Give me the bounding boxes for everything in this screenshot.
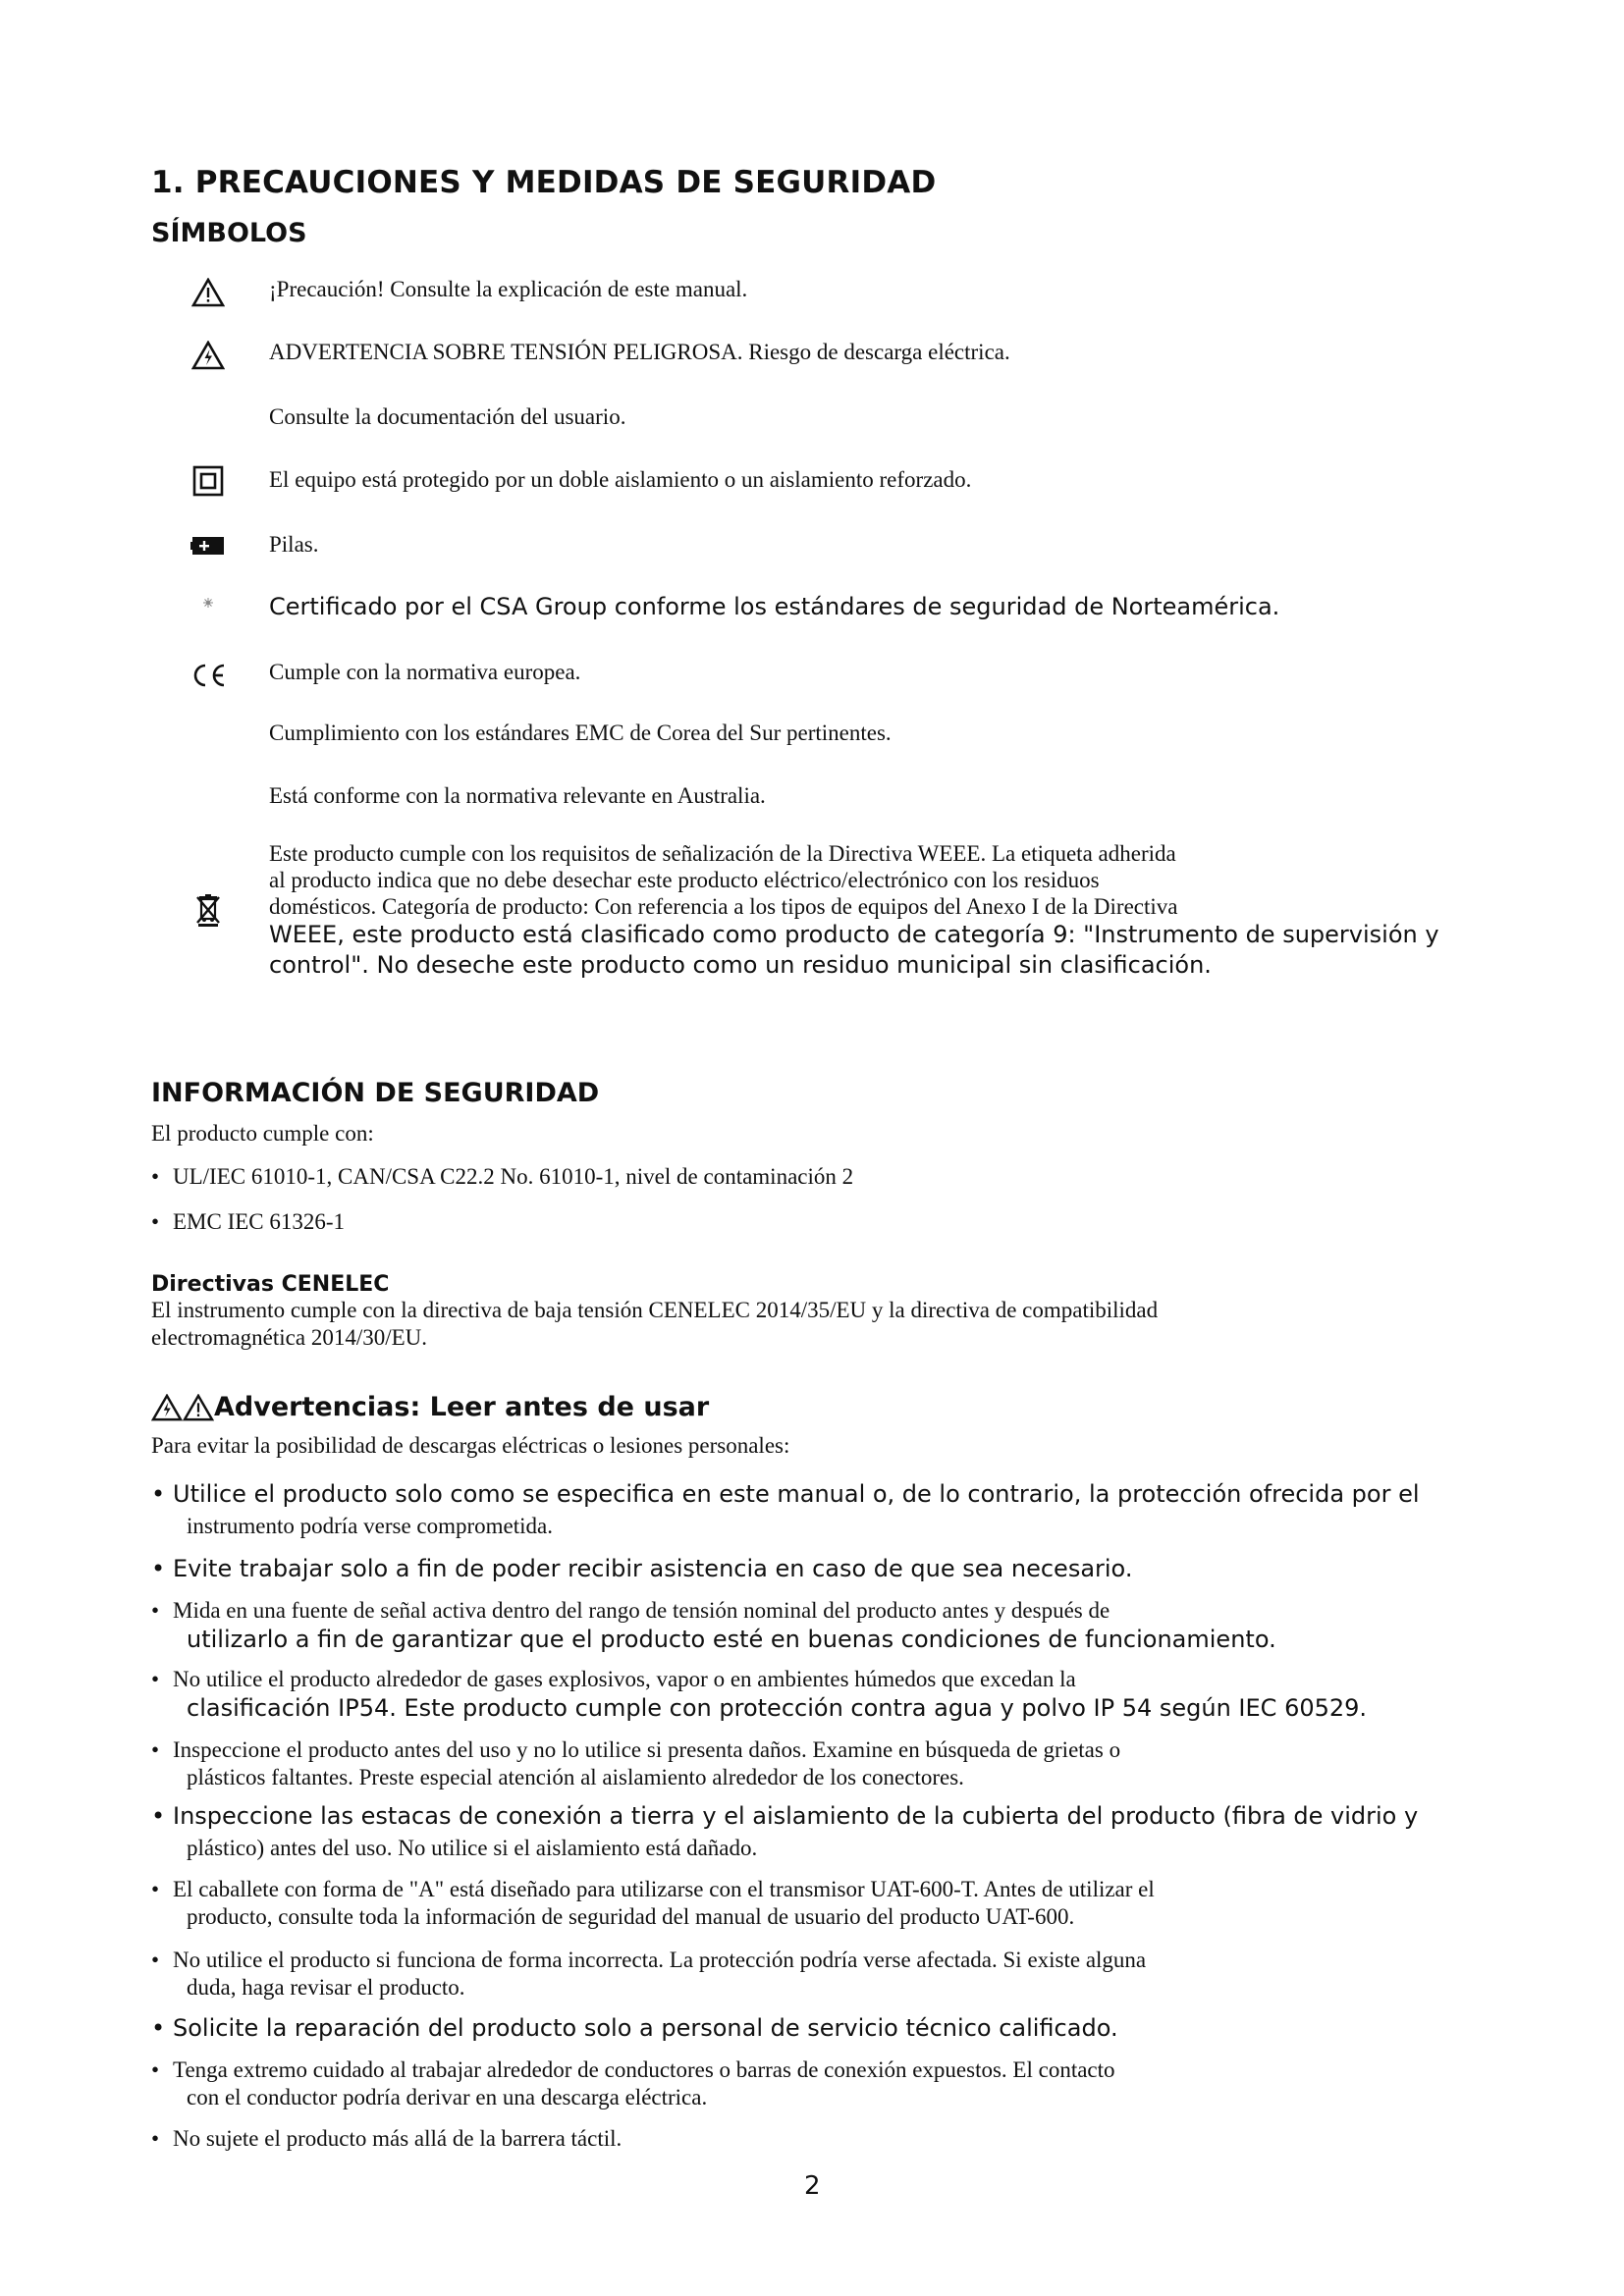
weee-line: WEEE, este producto está clasificado como producto de categoría 9: "Instrumento de supervisión y — [269, 921, 1439, 948]
list-item: • Evite trabajar solo a fin de poder recibir asistencia en caso de que sea necesario. — [151, 1555, 1133, 1582]
page-title: 1. PRECAUCIONES Y MEDIDAS DE SEGURIDAD — [151, 165, 937, 200]
safety-intro: El producto cumple con: — [151, 1121, 374, 1146]
symbol-row — [0, 589, 1624, 632]
symbol-text: Está conforme con la normativa relevante en Australia. — [269, 783, 766, 808]
list-item: • Tenga extremo cuidado al trabajar alrededor de conductores o barras de conexión expuestos. El contacto — [151, 2057, 1115, 2082]
symbol-text: El equipo está protegido por un doble aislamiento o un aislamiento reforzado. — [269, 467, 972, 492]
list-item-cont: con el conductor podría derivar en una descarga eléctrica. — [187, 2085, 708, 2109]
warnings-title: Advertencias: Leer antes de usar — [214, 1392, 710, 1422]
list-item: • Inspeccione el producto antes del uso y no lo utilice si presenta daños. Examine en búsqueda de grietas o — [151, 1737, 1121, 1762]
list-item-cont: clasificación IP54. Este producto cumple con protección contra agua y polvo IP 54 según IEC 60529. — [187, 1694, 1368, 1722]
page-number: 2 — [804, 2171, 821, 2201]
weee-line: domésticos. Categoría de producto: Con referencia a los tipos de equipos del Anexo I de la Directiva — [269, 894, 1178, 919]
double-insulation-icon — [187, 461, 230, 501]
symbol-row — [0, 781, 1624, 825]
symbol-text: Pilas. — [269, 532, 319, 557]
electrical-hazard-triangle-icon — [187, 336, 230, 375]
symbol-text: ADVERTENCIA SOBRE TENSIÓN PELIGROSA. Riesgo de descarga eléctrica. — [269, 340, 1010, 364]
warnings-heading — [151, 1392, 709, 1422]
list-item-cont: producto, consulte toda la información de seguridad del manual de usuario del producto UAT-600. — [187, 1904, 1075, 1929]
weee-text — [269, 840, 1487, 981]
list-item: • Inspeccione las estacas de conexión a tierra y el aislamiento de la cubierta del producto (fibra de vidrio y — [151, 1802, 1419, 1830]
symbol-row — [0, 402, 1624, 446]
weee-line: al producto indica que no debe desechar este producto eléctrico/electrónico con los residuos — [269, 868, 1100, 892]
list-item: • Utilice el producto solo como se especifica en este manual o, de lo contrario, la protección ofrecida por el — [151, 1480, 1420, 1508]
list-item: • El caballete con forma de "A" está diseñado para utilizarse con el transmisor UAT-600-T. Antes de utilizar el — [151, 1877, 1155, 1901]
symbol-row — [0, 461, 1624, 505]
warning-triangle-icon — [187, 273, 230, 312]
safety-heading: INFORMACIÓN DE SEGURIDAD — [151, 1078, 600, 1108]
symbol-row — [0, 656, 1624, 699]
symbol-row — [0, 336, 1624, 379]
list-item-cont: plástico) antes del uso. No utilice si el aislamiento está dañado. — [187, 1836, 758, 1860]
symbol-text: Cumplimiento con los estándares EMC de Corea del Sur pertinentes. — [269, 721, 892, 745]
list-item: • Solicite la reparación del producto solo a personal de servicio técnico calificado. — [151, 2014, 1118, 2042]
list-item-cont: plásticos faltantes. Preste especial atención al aislamiento alrededor de los conectores. — [187, 1765, 964, 1789]
weee-line: control". No deseche este producto como un residuo municipal sin clasificación. — [269, 951, 1212, 979]
cenelec-line: El instrumento cumple con la directiva de baja tensión CENELEC 2014/35/EU y la directiva de compatibilidad — [151, 1298, 1159, 1322]
symbol-text: Cumple con la normativa europea. — [269, 660, 581, 684]
symbol-text: Consulte la documentación del usuario. — [269, 404, 626, 429]
cenelec-heading: Directivas CENELEC — [151, 1272, 390, 1297]
list-item: • Mida en una fuente de señal activa dentro del rango de tensión nominal del producto antes y después de — [151, 1598, 1110, 1623]
symbol-row — [0, 273, 1624, 316]
csa-mark-icon — [187, 583, 230, 622]
list-item: • No sujete el producto más allá de la barrera táctil. — [151, 2126, 623, 2151]
battery-icon — [187, 526, 230, 565]
list-item: • EMC IEC 61326-1 — [151, 1209, 346, 1234]
symbol-text: Certificado por el CSA Group conforme los estándares de seguridad de Norteamérica. — [269, 593, 1280, 620]
list-item: • No utilice el producto si funciona de forma incorrecta. La protección podría verse afectada. Si existe alguna — [151, 1948, 1147, 1972]
warnings-intro: Para evitar la posibilidad de descargas eléctricas o lesiones personales: — [151, 1433, 790, 1458]
weee-line: Este producto cumple con los requisitos de señalización de la Directiva WEEE. La etiqueta adherida — [269, 841, 1176, 866]
weee-bin-icon — [187, 889, 230, 931]
list-item: • No utilice el producto alrededor de gases explosivos, vapor o en ambientes húmedos que excedan la — [151, 1667, 1076, 1691]
cenelec-line: electromagnética 2014/30/EU. — [151, 1325, 428, 1350]
list-item-cont: duda, haga revisar el producto. — [187, 1975, 465, 2000]
list-item-cont: instrumento podría verse comprometida. — [187, 1514, 554, 1538]
list-item-cont: utilizarlo a fin de garantizar que el producto esté en buenas condiciones de funcionamiento. — [187, 1626, 1276, 1653]
symbol-row — [0, 526, 1624, 569]
symbol-row — [0, 719, 1624, 762]
symbols-heading: SÍMBOLOS — [151, 218, 307, 248]
ce-mark-icon — [187, 656, 230, 695]
list-item: • UL/IEC 61010-1, CAN/CSA C22.2 No. 61010-1, nivel de contaminación 2 — [151, 1164, 854, 1189]
warning-triangle-icon — [183, 1394, 214, 1421]
electrical-hazard-triangle-icon — [151, 1394, 183, 1421]
symbol-text: ¡Precaución! Consulte la explicación de este manual. — [269, 277, 748, 301]
